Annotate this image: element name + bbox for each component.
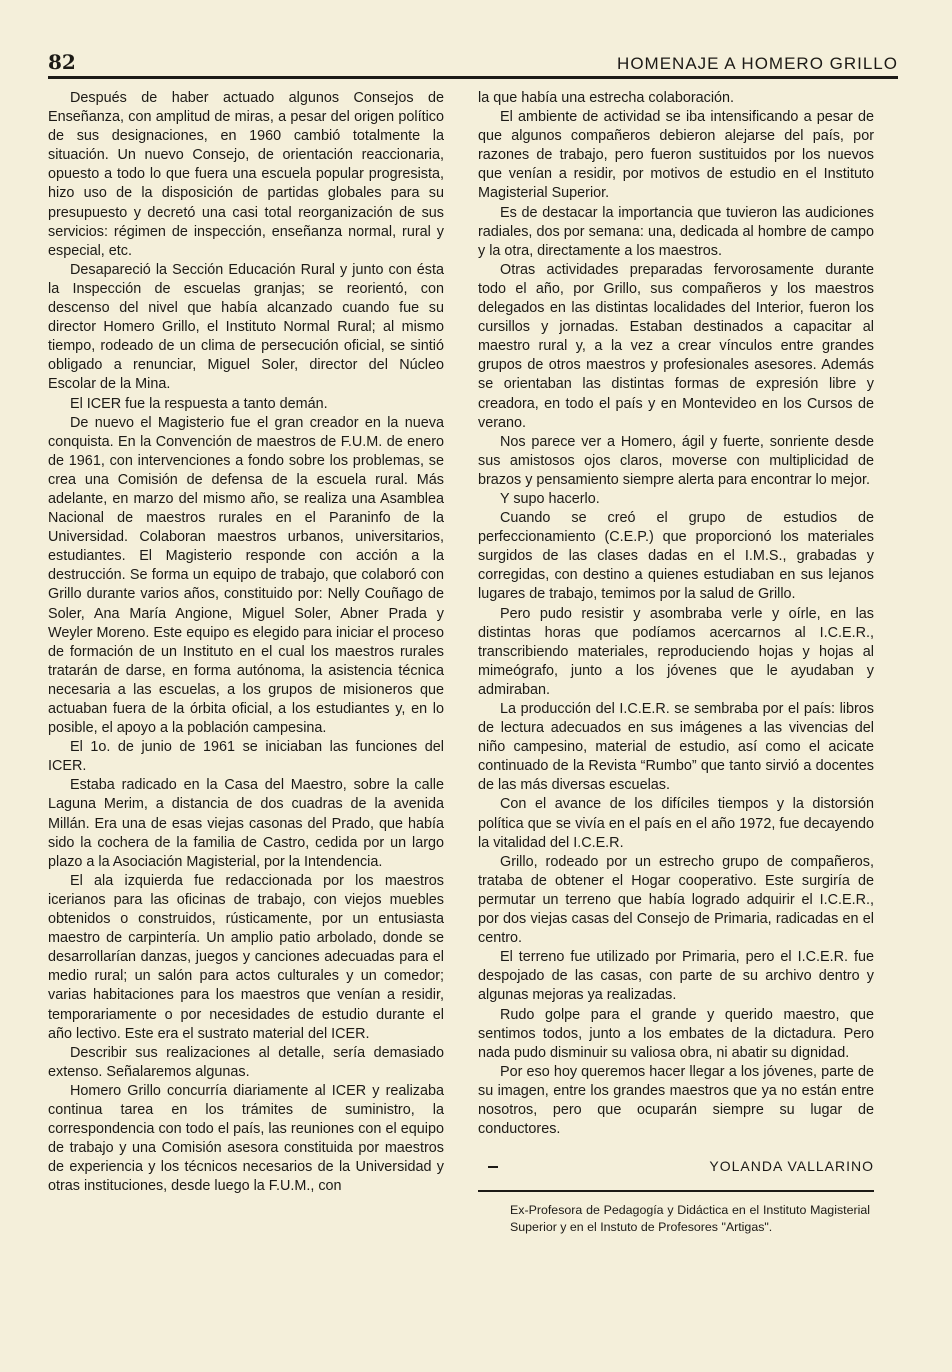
paragraph: La producción del I.C.E.R. se sembraba por el país: libros de lectura adecuados en sus imágenes a las vivencias del niño campesino, material de estudio, así como el acicate continuado de la Revista “Rumbo” que tanto sirvió a docentes de las más diversas escuelas. [478,701,874,794]
footnote-divider [478,1190,874,1192]
left-column [48,89,444,1196]
paragraph: Describir sus realizaciones al detalle, sería demasiado extenso. Señalaremos algunas. [48,1044,444,1080]
paragraph: El 1o. de junio de 1961 se iniciaban las funciones del ICER. [48,739,444,775]
page-number: 82 [48,50,76,74]
paragraph: El ambiente de actividad se iba intensificando a pesar de que algunos compañeros debieron alejarse del país, por razones de trabajo, pero fueron sustituidos por los nuevos que venían a residir, por motivos de estudio en el Instituto Magisterial Superior. [478,109,874,202]
page-header [48,40,898,79]
running-title: HOMENAJE A HOMERO GRILLO [617,54,898,73]
paragraph: Desapareció la Sección Educación Rural y junto con ésta la Inspección de escuelas granjas; se reorientó, con descenso del nivel que había alcanzado cuando fue su director Homero Grillo, el Instituto Normal Rural; al mismo tiempo, rodeado de un clima de persecución oficial, se sintió obligado a renunciar, Miguel Soler, director del Núcleo Escolar de la Mina. [48,261,444,393]
paragraph-continued: la que había una estrecha colaboración. [478,90,735,106]
paragraph: Pero pudo resistir y asombraba verle y oírle, en las distintas horas que podíamos acercarnos al I.C.E.R., transcribiendo materiales, reproduciendo hojas y hojas al mimeógrafo, junto a los jóvenes que le ayudaban y admiraban. [478,605,874,698]
paragraph: Cuando se creó el grupo de estudios de perfeccionamiento (C.E.P.) que proporcionó los materiales surgidos de las clases dadas en el I.M.S., grabadas y corregidas, con destino a quienes estudiaban en sus lejanos lugares de trabajo, temimos por la salud de Grillo. [478,510,874,603]
paragraph: Y supo hacerlo. [500,490,600,507]
paragraph: Rudo golpe para el grande y querido maestro, que sentimos todos, junto a los embates de la dictadura. Pero nada pudo disminuir su valiosa obra, ni abatir su dignidad. [478,1006,874,1061]
paragraph: El ICER fue la respuesta a tanto demán. [70,395,328,412]
author-signature: YOLANDA VALLARINO [709,1158,874,1175]
paragraph: De nuevo el Magisterio fue el gran creador en la nueva conquista. En la Convención de maestros de F.U.M. de enero de 1961, con intervenciones a fondo sobre los problemas, se crea una Comisión de defensa de la escuela rural. Más adelante, en marzo del mismo año, se realiza una Asamblea Nacional de maestros rurales en el Paraninfo de la Universidad. Colaboran maestros urbanos, universitarios, estudiantes. El Magisterio responde con acción a la destrucción. Se forma un equipo de trabajo, que colaboró con Grillo durante varios años, constituido por: Nelly Couñago de Soler, Ana María Angione, Miguel Soler, Abner Prada y Weyler Moreno. Este equipo es elegido para iniciar el proceso de formación de un Instituto en el cual los maestros rurales tratarán de darse, en forma autónoma, la asistencia técnica necesaria a las escuelas, a los grupos de misioneros que actuaban fuera de la órbita oficial, a los estudiantes y, en lo posible, el apoyo a la población campesina. [48,414,444,737]
paragraph: Nos parece ver a Homero, ágil y fuerte, sonriente desde sus amistosos ojos claros, moverse con multiplicidad de brazos y pensamiento siempre alerta para encontrar lo mejor. [478,433,874,488]
dash-mark [488,1166,498,1168]
paragraph: Es de destacar la importancia que tuvieron las audiciones radiales, dos por semana: una, dedicada al hombre de campo y la otra, directamente a los maestros. [478,204,874,259]
paragraph: Estaba radicado en la Casa del Maestro, sobre la calle Laguna Merim, a distancia de dos cuadras de la avenida Millán. Era una de esas viejas casonas del Prado, que había sido la cochera de la familia de Castro, cedida por un largo plazo a la Asociación Magisterial, por la Intendencia. [48,777,444,870]
paragraph: Grillo, rodeado por un estrecho grupo de compañeros, trataba de obtener el Hogar cooperativo. Este surgiría de permutar un terreno que había logrado adquirir el I.C.E.R., por dos viejas casas del Consejo de Primaria, radicadas en el centro. [478,853,874,947]
signature-line [478,1157,874,1176]
paragraph: Con el avance de los difíciles tiempos y la distorsión política que se vivía en el país en el año 1972, fue decayendo la vitalidad del I.C.E.R. [478,796,874,851]
paragraph: Homero Grillo concurría diariamente al ICER y realizaba continua tarea en los trámites de suministro, la correspondencia con todo el país, las reuniones con el equipo de trabajo y una Comisión asesora constituida por maestros de experiencia y los técnicos necesarios de la Universidad y otras instituciones, desde luego la F.U.M., con [48,1082,444,1195]
paragraph: El ala izquierda fue redaccionada por los maestros icerianos para las oficinas de trabajo, con viejos muebles obtenidos o construidos, rústicamente, por un entusiasta maestro de carpintería. Un amplio patio arbolado, donde se desarrollarían danzas, juegos y canciones adecuadas para el medio rural; un salón para actos culturales y un comedor; varias habitaciones para los maestros que venían a residir, temporariamente o por necesidades de estudio durante el año lectivo. Este era el sustrato material del ICER. [48,872,444,1042]
paragraph: El terreno fue utilizado por Primaria, pero el I.C.E.R. fue despojado de las casas, con parte de su archivo dentro y algunas mejoras ya realizadas. [478,949,874,1004]
paragraph: Después de haber actuado algunos Consejos de Enseñanza, con amplitud de miras, a pesar del origen político de sus designaciones, en 1960 cambió totalmente la situación. Un nuevo Consejo, de orientación reaccionaria, opuesto a todo lo que fuera una escuela popular progresista, hizo uso de la disposición de partidas globales para su presupuesto y decretó una casi total reorganización de sus servicios: régimen de inspección, enseñanza normal, rural y especial, etc. [48,90,444,259]
paragraph: Por eso hoy queremos hacer llegar a los jóvenes, parte de su imagen, entre los grandes maestros que ya no están entre nosotros, pero que ocuparán siempre su lugar de conductores. [478,1063,874,1138]
author-footnote: Ex-Profesora de Pedagogía y Didáctica en el Instituto Magisterial Superior y en el Instuto de Profesores "Artigas". [510,1203,870,1235]
paragraph: Otras actividades preparadas fervorosamente durante todo el año, por Grillo, sus compañeros y los maestros delegados en las distintas localidades del Interior, fueron los cursillos y jornadas. Estaban destinados a capacitar al maestro rural y, a la vez a crear vínculos entre grandes grupos de otros maestros y profesionales asesores. Además se orientaban las distintas formas de expresión libre y creadora, en todo el país y en Montevideo en los Cursos de verano. [478,261,874,431]
right-column [478,89,874,1236]
